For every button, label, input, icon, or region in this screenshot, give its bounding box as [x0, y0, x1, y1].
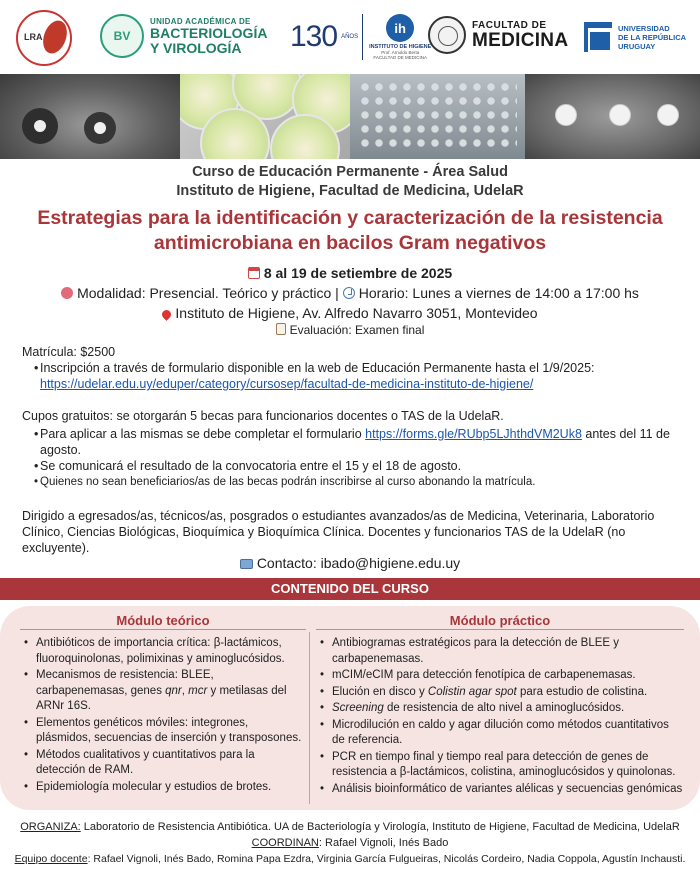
equipo-label: Equipo docente: [14, 853, 88, 865]
list-item: • Para aplicar a las mismas se debe completar el formulario https://forms.gle/RUbp5LJhthdVM2Uk8 antes del 11 de agosto.: [34, 427, 670, 457]
facultad-medicina-logo: [428, 16, 568, 54]
list-item: • Se comunicará el resultado de la convocatoria entre el 15 y el 18 de agosto.: [34, 459, 462, 473]
udelar-line2: DE LA REPÚBLICA: [618, 32, 687, 42]
modalidad-text: Modalidad: Presencial. Teórico y práctico |: [77, 285, 343, 301]
list-item: • Elución en disco y Colistin agar spot para estudio de colistina.: [316, 685, 684, 701]
list-item: • Screening de resistencia de alto nivel a aminoglucósidos.: [316, 701, 684, 717]
ih-name: INSTITUTO DE HIGIENE: [369, 44, 432, 50]
disk-icon: [61, 287, 73, 299]
list-item: • Métodos cualitativos y cuantitativos para la detección de RAM.: [20, 748, 306, 779]
inscripcion-link[interactable]: https://udelar.edu.uy/eduper/category/cursosep/facultad-de-medicina-instituto-de-higiene/: [40, 377, 534, 391]
mail-icon: [240, 559, 253, 569]
photo-disk-diffusion: [525, 74, 700, 159]
modulo-teorico-title: Módulo teórico: [20, 606, 306, 630]
ih-anios: AÑOS: [341, 34, 359, 40]
list-item: • mCIM/eCIM para detección fenotípica de carbapenemasas.: [316, 668, 684, 684]
becas-list: [22, 426, 686, 490]
instituto-higiene-logo: [290, 14, 431, 60]
modalidad-line: [0, 285, 700, 301]
modulo-practico-title: Módulo práctico: [316, 606, 684, 630]
bacteriologia-logo: [100, 14, 267, 58]
course-institution: Instituto de Higiene, Facultad de Medicina, UdelaR: [176, 183, 524, 199]
page-title: Estrategias para la identificación y caracterización de la resistencia antimicrobiana en bacilos Gram negativos: [37, 207, 663, 254]
fmed-big: MEDICINA: [472, 30, 569, 51]
bv-line2: Y VIROLOGÍA: [150, 39, 242, 56]
list-item: • Microdilución en caldo y agar dilución como métodos cuantitativos de referencia.: [316, 718, 684, 749]
coordinan-text: : Rafael Vignoli, Inés Bado: [318, 837, 449, 849]
target-audience: Dirigido a egresados/as, técnicos/as, posgrados o estudiantes avanzados/as de Medicina, Veterinaria, Laboratorio Clínico, Ciencias Biológicas, Bioquímica y Bioquímica Clínica. Docentes y funcionarios TAS de la UdelaR (no excluyente).: [22, 509, 655, 555]
lra-logo-text: LRA: [24, 32, 43, 42]
evaluation-line: [0, 323, 700, 337]
bv-small-text: UNIDAD ACADÉMICA DE: [150, 16, 251, 26]
bv-badge: BV: [100, 14, 144, 58]
list-item: • Elementos genéticos móviles: integrones, plásmidos, secuencias de inserción y transposones.: [20, 716, 306, 747]
lra-logo: [16, 10, 76, 66]
evaluation-text: Evaluación: Examen final: [289, 323, 425, 337]
contact-line: [0, 555, 700, 571]
organiza-label: ORGANIZA:: [20, 821, 81, 833]
inscripcion-text: Inscripción a través de formulario disponible en la web de Educación Permanente hasta el 1/9/2025:: [40, 361, 595, 375]
clock-icon: [343, 287, 355, 299]
fmed-seal-icon: [428, 16, 466, 54]
calendar-icon: [248, 267, 260, 279]
dates-text: 8 al 19 de setiembre de 2025: [263, 265, 453, 281]
footer-organiza: [0, 820, 700, 834]
photo-microdilution-plate: [350, 74, 525, 159]
becas-b1-post: antes del 11 de agosto.: [40, 427, 670, 457]
clipboard-icon: [276, 323, 286, 335]
horario-text: Horario: Lunes a viernes de 14:00 a 17:00 hs: [358, 285, 639, 301]
fmed-small: FACULTAD DE: [472, 20, 547, 31]
list-item: • PCR en tiempo final y tiempo real para detección de genes de resistencia a β-lactámicos, colistina, aminoglucósidos y quinolonas.: [316, 750, 684, 781]
pin-icon: [161, 308, 174, 321]
list-item: • Epidemiología molecular y estudios de brotes.: [20, 780, 306, 796]
coordinan-label: COORDINAN: [251, 837, 319, 849]
course-type: Curso de Educación Permanente - Área Salud: [192, 164, 508, 180]
list-item: • Análisis bioinformático de variantes alélicas y secuencias genómicas: [316, 782, 684, 798]
modulo-practico: [316, 606, 684, 798]
location-text: Instituto de Higiene, Av. Alfredo Navarro 3051, Montevideo: [175, 305, 538, 321]
list-item: • Antibióticos de importancia crítica: β-lactámicos, fluoroquinolonas, polimixinas y aminoglucósidos.: [20, 636, 306, 667]
ih-years: 130: [290, 20, 338, 53]
becas-form-link[interactable]: https://forms.gle/RUbp5LJhthdVM2Uk8: [365, 427, 582, 441]
udelar-building-icon: [584, 22, 612, 52]
section-title: CONTENIDO DEL CURSO: [0, 578, 700, 600]
ih-sub2: FACULTAD DE MEDICINA: [373, 55, 427, 60]
photo-agar-plates: [180, 74, 350, 159]
becas-b3: Quienes no sean beneficiarios/as de las becas podrán inscribirse al curso abonando la matrícula.: [40, 476, 536, 488]
logo-header: [0, 0, 700, 74]
column-divider: [309, 632, 310, 804]
organiza-text: Laboratorio de Resistencia Antibiótica. UA de Bacteriología y Virología, Instituto de Higiene, Facultad de Medicina, UdelaR: [80, 821, 680, 833]
bv-line1: BACTERIOLOGÍA: [150, 24, 268, 41]
footer-coordinan: [0, 836, 700, 850]
contact-text: Contacto: ibado@higiene.edu.uy: [256, 555, 461, 571]
becas-b1-pre: Para aplicar a las mismas se debe completar el formulario: [40, 427, 366, 441]
list-item: • Quienes no sean beneficiarios/as de las becas podrán inscribirse al curso abonando la matrícula.: [34, 476, 536, 488]
photo-antibiogram: [0, 74, 180, 159]
udelar-line1: UNIVERSIDAD: [618, 23, 670, 33]
becas-b2: Se comunicará el resultado de la convocatoria entre el 15 y el 18 de agosto.: [40, 459, 462, 473]
list-item: • Mecanismos de resistencia: BLEE, carbapenemasas, genes qnr, mcr y metilasas del ARNr 16S.: [20, 668, 306, 715]
equipo-text: : Rafael Vignoli, Inés Bado, Romina Papa Ezdra, Virginia García Fulgueiras, Nicolás Cordeiro, Nadia Coppola, Agustín Inchausti.: [87, 853, 686, 865]
list-item: • Antibiogramas estratégicos para la detección de BLEE y carbapenemasas.: [316, 636, 684, 667]
matricula-label: Matrícula: $2500: [22, 345, 116, 359]
modulo-teorico: [20, 606, 306, 796]
location-line: [0, 305, 700, 321]
footer-equipo: [0, 852, 700, 866]
photo-strip: [0, 74, 700, 159]
inscripcion-bullet: • Inscripción a través de formulario disponible en la web de Educación Permanente hasta el 1/9/2025: https://udelar.edu.uy/eduper/category/cursosep/facultad-de-medicina-instituto-de-higiene/: [34, 361, 595, 391]
ih-sub1: Prof. Arnoldo Berta: [381, 50, 420, 55]
course-dates: [0, 265, 700, 281]
udelar-logo: [584, 22, 686, 52]
ih-badge: ih: [386, 14, 414, 42]
becas-intro: Cupos gratuitos: se otorgarán 5 becas para funcionarios docentes o TAS de la UdelaR.: [22, 409, 504, 423]
udelar-line3: URUGUAY: [618, 41, 656, 51]
